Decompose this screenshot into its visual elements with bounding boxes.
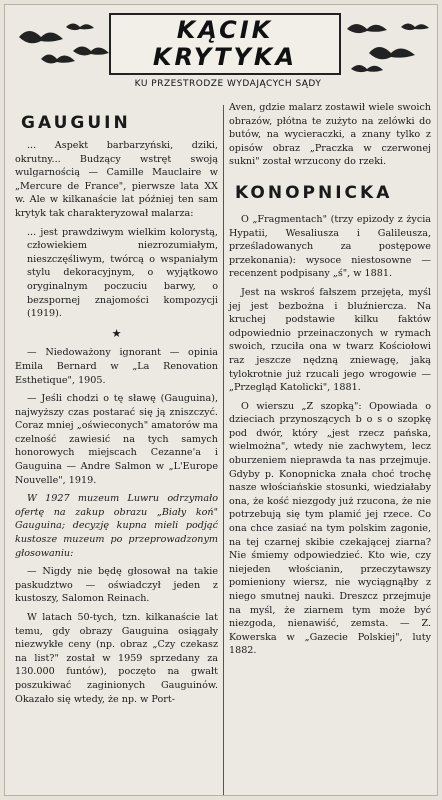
paragraph-italic: W 1927 muzeum Luwru odrzymało ofertę na zakup obrazu „Biały koń" Gauguina; decyzję kupna mieli podjąć kustosze muzeum po przeprowadzonym głosowaniu: xyxy=(15,493,218,559)
star-separator: ★ xyxy=(111,326,122,340)
masthead-title-line2: KRYTYKA xyxy=(152,43,298,71)
right-column xyxy=(229,101,431,658)
paragraph: — Nigdy nie będę głosował na takie paskudztwo — oświadczył jeden z kustoszy, Salomon Reinach. xyxy=(15,566,218,605)
masthead-title-box xyxy=(109,13,341,75)
paragraph: O wierszu „Z szopką": Opowiada o dzieciach przynoszących b o s o szopkę pod dwór, który „jest rzecz pańska, wielmożna", wtedy nie zachwytem, lecz oburzeniem nieprawda ta nas przejmuje. Gdyby p. Konopnicka znała choć trochę nasze włościańskie stosunki, wiedziałaby ona, że kość niezgody już rzucona, że nie potrzebują się tym plamić jej rzece. Co ona chce zasiać na tym polskim zagonie, na tej czarnej skibie czekającej ziarna? Nie śmiemy odpowiedzieć. Kto wie, czy niejeden włościanin, przeczytawszy pomieniony wiersz, nie wyciągnąłby z niego smutnej nauki. Dreszcz przejmuje na myśl, że ziarnem tym może być niezgoda, nienawiść, zemsta. — Z. Kowerska w „Gazecie Polskiej", luty 1882. xyxy=(229,400,431,657)
masthead-subtitle: KU PRZESTRODZE WYDAJĄCYCH SĄDY xyxy=(134,79,322,89)
paragraph: — Niedoważony ignorant — opinia Emila Bernard w „La Renovation Esthetique", 1905. xyxy=(15,347,218,386)
paragraph: W latach 50-tych, tzn. kilkanaście lat temu, gdy obrazy Gauguina osiągały niezwykłe ceny (np. obraz „Czy czekasz na list?" został w 1959 sprzedany za 130.000 funtów), poczęto na gwałt poszukiwać zaginionych Gauguinów. Okazało się wtedy, że np. w Port- xyxy=(15,612,218,705)
paragraph-continued: Aven, gdzie malarz zostawił wiele swoich obrazów, płótna te zużyto na zelówki do butów, na wycieraczki, a znany tylko z opisów obraz „Praczka w czerwonej sukni" został wrzucony do rzeki. xyxy=(229,102,431,168)
paragraph: O „Fragmentach" (trzy epizody z życia Hypatii, Wesaliusza i Galileusza, prześladowanych za postępowe przekonania): wysoce niestosowne — recenzent podpisany „ś", w 1881. xyxy=(229,213,431,280)
masthead-title-line1: KĄCIK xyxy=(176,16,274,44)
column-divider xyxy=(223,105,224,795)
paragraph: ... Aspekt barbarzyński, dziki, okrutny... Budzący wstręt swoją wulgarnością — Camille Mauclaire w „Mercure de France", pierwsze lata XX w. Ale w kilkanaście lat później ten sam krytyk tak charakteryzował malarza: xyxy=(15,140,218,219)
masthead xyxy=(11,7,431,97)
section-heading-konopnicka: KONOPNICKA xyxy=(235,182,393,203)
quote-paragraph: ... jest prawdziwym wielkim kolorystą, człowiekiem niezrozumiałym, nieszczęśliwym, twórcą o wspaniałym stylu dekoracyjnym, o wyjątkowo oryginalnym poczuciu barwy, o bezspornej znajomości kompozycji (1919). xyxy=(27,226,218,320)
section-heading-gauguin: GAUGUIN xyxy=(21,113,131,133)
magazine-page xyxy=(4,4,438,796)
paragraph: — Jeśli chodzi o tę sławę (Gauguina), najwyższy czas postarać się ją zniszczyć. Coraz mniej „oświeconych" amatorów ma czelność zawiesić na tych samych honorowych miejscach Cezanne'a i Gauguina — Andre Salmon w „L'Europe Nouvelle", 1919. xyxy=(15,393,218,486)
left-column xyxy=(15,113,218,706)
paragraph: Jest na wskroś fałszem przejęta, myśl jej jest bezbożna i bluźniercza. Na kruchej podstawie kilku faktów odpowiednio przeinaczonych w rymach swoich, rzuciła ona w twarz Kościołowi raz jeszcze nędzną zniewagę, jaką tylokrotnie już rzucali jego wrogowie — „Przegląd Katolicki", 1881. xyxy=(229,286,431,394)
